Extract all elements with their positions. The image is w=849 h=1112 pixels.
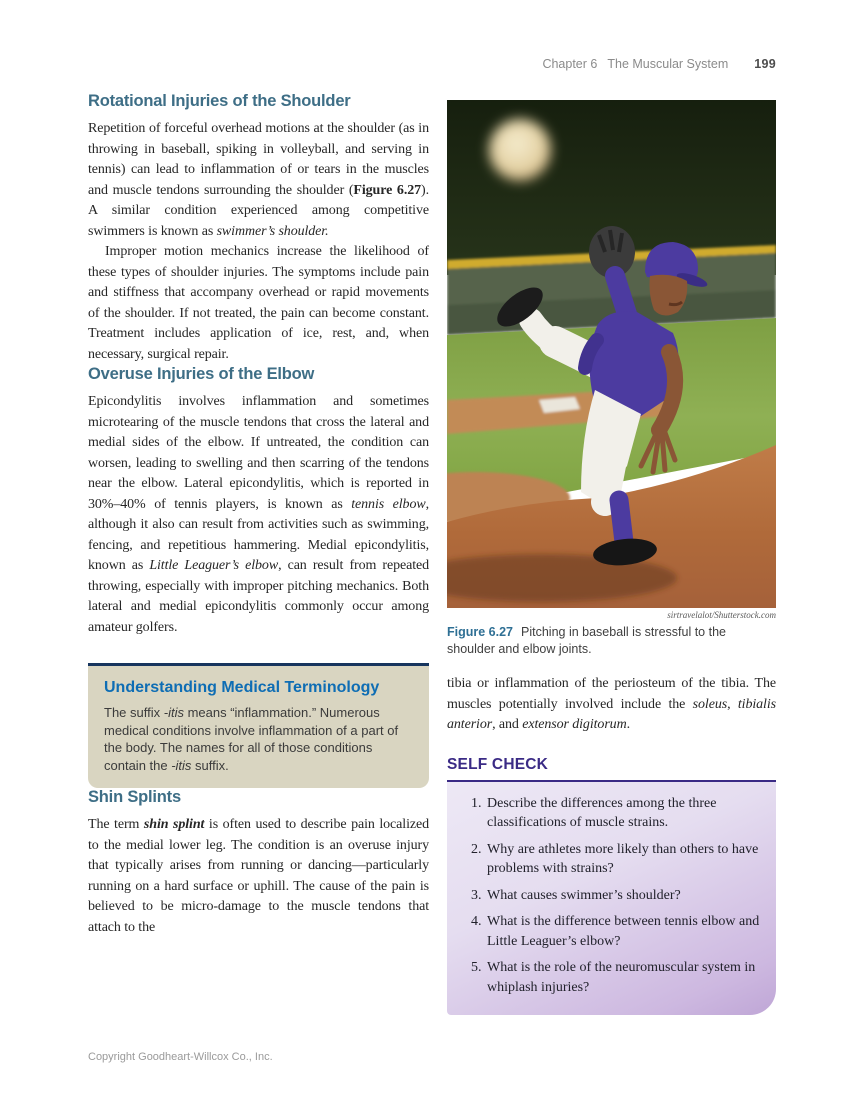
figure-caption — [447, 624, 776, 657]
section-heading-overuse-injuries: Overuse Injuries of the Elbow — [88, 365, 315, 383]
terminology-box-body: The suffix -itis means “inflammation.” Numerous medical conditions involve inflammation of a part of the body. The names for all of those conditions contain the -itis suffix. — [104, 705, 399, 773]
figure-label: Figure 6.27 — [447, 625, 513, 639]
section-heading-shin-splints: Shin Splints — [88, 788, 181, 806]
figure-photo — [447, 100, 776, 608]
paragraph: The term shin splint is often used to describe pain localized to the medial lower leg. The condition is an overuse injury that typically arises from running or dancing—particularly running on a hard surface or uphill. The cause of the pain is believed to be micro-damage to the muscle tendons that attach to the — [88, 817, 429, 935]
page-number: 199 — [754, 57, 776, 71]
paragraph: Improper motion mechanics increase the likelihood of these types of shoulder injuries. The symptoms include pain and stiffness that accompany overhead or rapid movements of the shoulder. If not treated, the pain can become constant. Treatment includes application of ice, rest, and, when necessary, surgical repair. — [88, 244, 429, 362]
chapter-label: Chapter 6 — [542, 57, 598, 71]
left-column — [88, 92, 429, 938]
right-column — [447, 100, 776, 1015]
section-heading-rotational-injuries: Rotational Injuries of the Shoulder — [88, 92, 351, 110]
photo-credit: sirtravelalot/Shutterstock.com — [667, 610, 776, 620]
figure-caption-text: Pitching in baseball is stressful to the shoulder and elbow joints. — [447, 625, 726, 656]
paragraph: Epicondylitis involves inflammation and sometimes microtearing of the muscle tendons that cross the lateral and medial sides of the elbow. If untreated, the condition can worsen, leading to swelling and then scarring of the tendons near the elbow. Lateral epicondylitis, which is reported in 30%–40% of tennis players, is known as tennis elbow, although it also can result from activities such as swimming, fencing, and repetitious hammering. Medial epicondylitis, known as Little Leaguer’s elbow, can result from repeated throwing, especially with improper pitching mechanics. Both lateral and medial epicondylitis commonly occur among amateur golfers. — [88, 394, 429, 635]
medical-terminology-box — [88, 663, 429, 788]
copyright-notice: Copyright Goodheart-Willcox Co., Inc. — [88, 1051, 273, 1063]
terminology-box-heading: Understanding Medical Terminology — [104, 679, 380, 696]
self-check-item: 2. Why are athletes more likely than others to have problems with strains? — [485, 840, 762, 879]
self-check-heading: SELF CHECK — [447, 756, 776, 782]
self-check-question-list — [457, 794, 762, 998]
self-check-item: 4. What is the difference between tennis elbow and Little Leaguer’s elbow? — [485, 912, 762, 951]
chapter-title: The Muscular System — [607, 57, 729, 71]
running-head — [0, 57, 776, 71]
self-check-item: 3. What causes swimmer’s shoulder? — [485, 886, 762, 906]
paragraph: tibia or inflammation of the periosteum of the tibia. The muscles potentially involved include the soleus, tibialis anterior, and extensor digitorum. — [447, 676, 776, 732]
self-check-item: 5. What is the role of the neuromuscular system in whiplash injuries? — [485, 958, 762, 997]
paragraph: Repetition of forceful overhead motions at the shoulder (as in throwing in baseball, spiking in volleyball, and serving in tennis) can lead to inflammation of or tears in the muscles and muscle tendons surrounding the shoulder (Figure 6.27). A similar condition experienced among competitive swimmers is known as swimmer’s shoulder. — [88, 121, 429, 239]
self-check-box — [447, 782, 776, 1016]
self-check-item: 1. Describe the differences among the three classifications of muscle strains. — [485, 794, 762, 833]
blurred-baseball — [489, 119, 551, 181]
